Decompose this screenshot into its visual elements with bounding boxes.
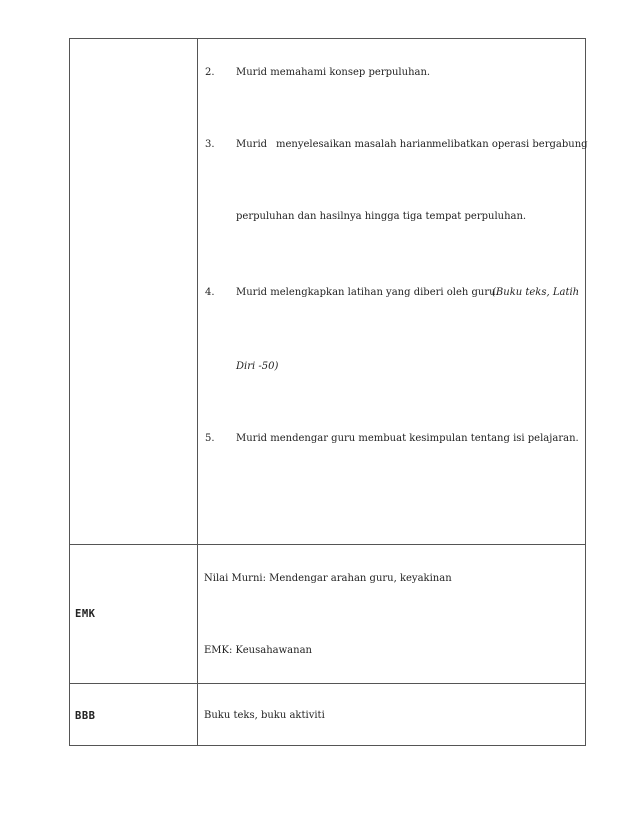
step-4-reference-continued: Diri -50) xyxy=(236,361,279,372)
emk-text: EMK: Keusahawanan xyxy=(204,645,312,656)
nilai-murni-text: Nilai Murni: Mendengar arahan guru, keyakinan xyxy=(204,573,452,584)
row-divider-bbb xyxy=(70,683,585,684)
lesson-table xyxy=(69,38,586,746)
step-2-number: 2. xyxy=(205,67,215,78)
bbb-text: Buku teks, buku aktiviti xyxy=(204,710,325,721)
step-3-text-b: menyelesaikan masalah harian xyxy=(276,139,433,150)
step-5-number: 5. xyxy=(205,433,215,444)
step-2-text: Murid memahami konsep perpuluhan. xyxy=(236,67,431,78)
column-divider xyxy=(197,39,198,745)
step-3-text-c: melibatkan operasi bergabung xyxy=(432,139,588,150)
emk-label: EMK xyxy=(75,608,96,620)
step-4-reference: (Buku teks, Latih xyxy=(492,287,580,298)
bbb-label: BBB xyxy=(75,710,96,722)
step-4-number: 4. xyxy=(205,287,215,298)
step-3-text-a: Murid xyxy=(236,139,268,150)
step-4-text: Murid melengkapkan latihan yang diberi oleh guru. xyxy=(236,287,499,298)
row-divider-emk xyxy=(70,544,585,545)
step-5-text: Murid mendengar guru membuat kesimpulan tentang isi pelajaran. xyxy=(236,433,579,444)
step-3-text-continued: perpuluhan dan hasilnya hingga tiga tempat perpuluhan. xyxy=(236,211,527,222)
step-3-number: 3. xyxy=(205,139,215,150)
